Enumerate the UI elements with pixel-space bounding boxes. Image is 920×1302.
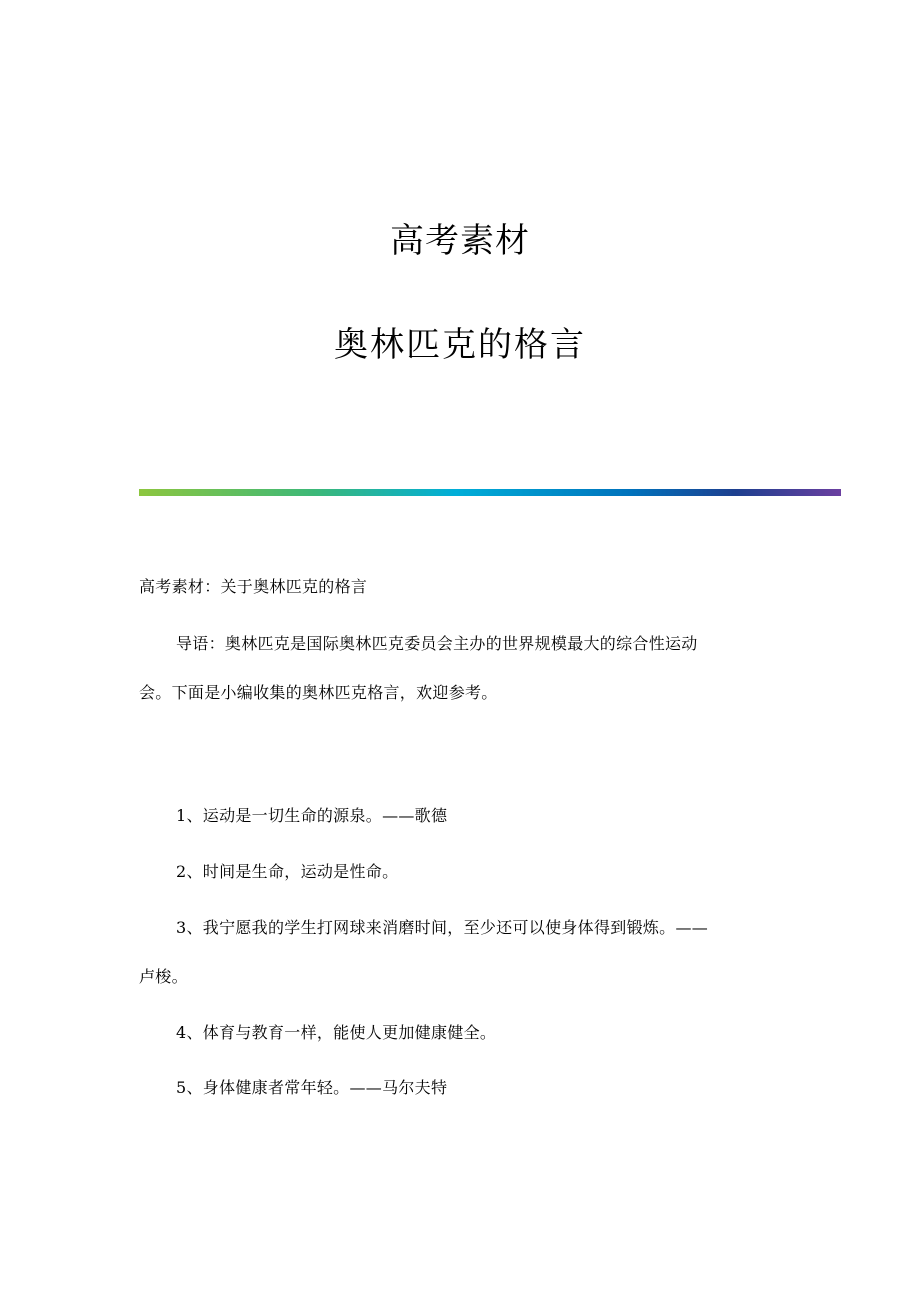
quote-5: 5、身体健康者常年轻。——马尔夫特: [176, 1078, 448, 1097]
quote-1: 1、运动是一切生命的源泉。——歌德: [176, 806, 448, 825]
document-title: 高考素材: [390, 221, 530, 261]
quote-2: 2、时间是生命，运动是性命。: [176, 862, 399, 881]
quote-3: 3、我宁愿我的学生打网球来消磨时间，至少还可以使身体得到锻炼。——: [176, 918, 709, 937]
gradient-divider: [139, 489, 841, 496]
document-subtitle: 奥林匹克的格言: [334, 325, 586, 365]
intro-line-1: 导语：奥林匹克是国际奥林匹克委员会主办的世界规模最大的综合性运动: [176, 634, 698, 653]
quote-4: 4、体育与教育一样，能使人更加健康健全。: [176, 1023, 497, 1042]
quote-3-continuation: 卢梭。: [139, 967, 188, 986]
intro-line-2: 会。下面是小编收集的奥林匹克格言，欢迎参考。: [139, 683, 498, 702]
heading-line: 高考素材：关于奥林匹克的格言: [139, 577, 368, 596]
